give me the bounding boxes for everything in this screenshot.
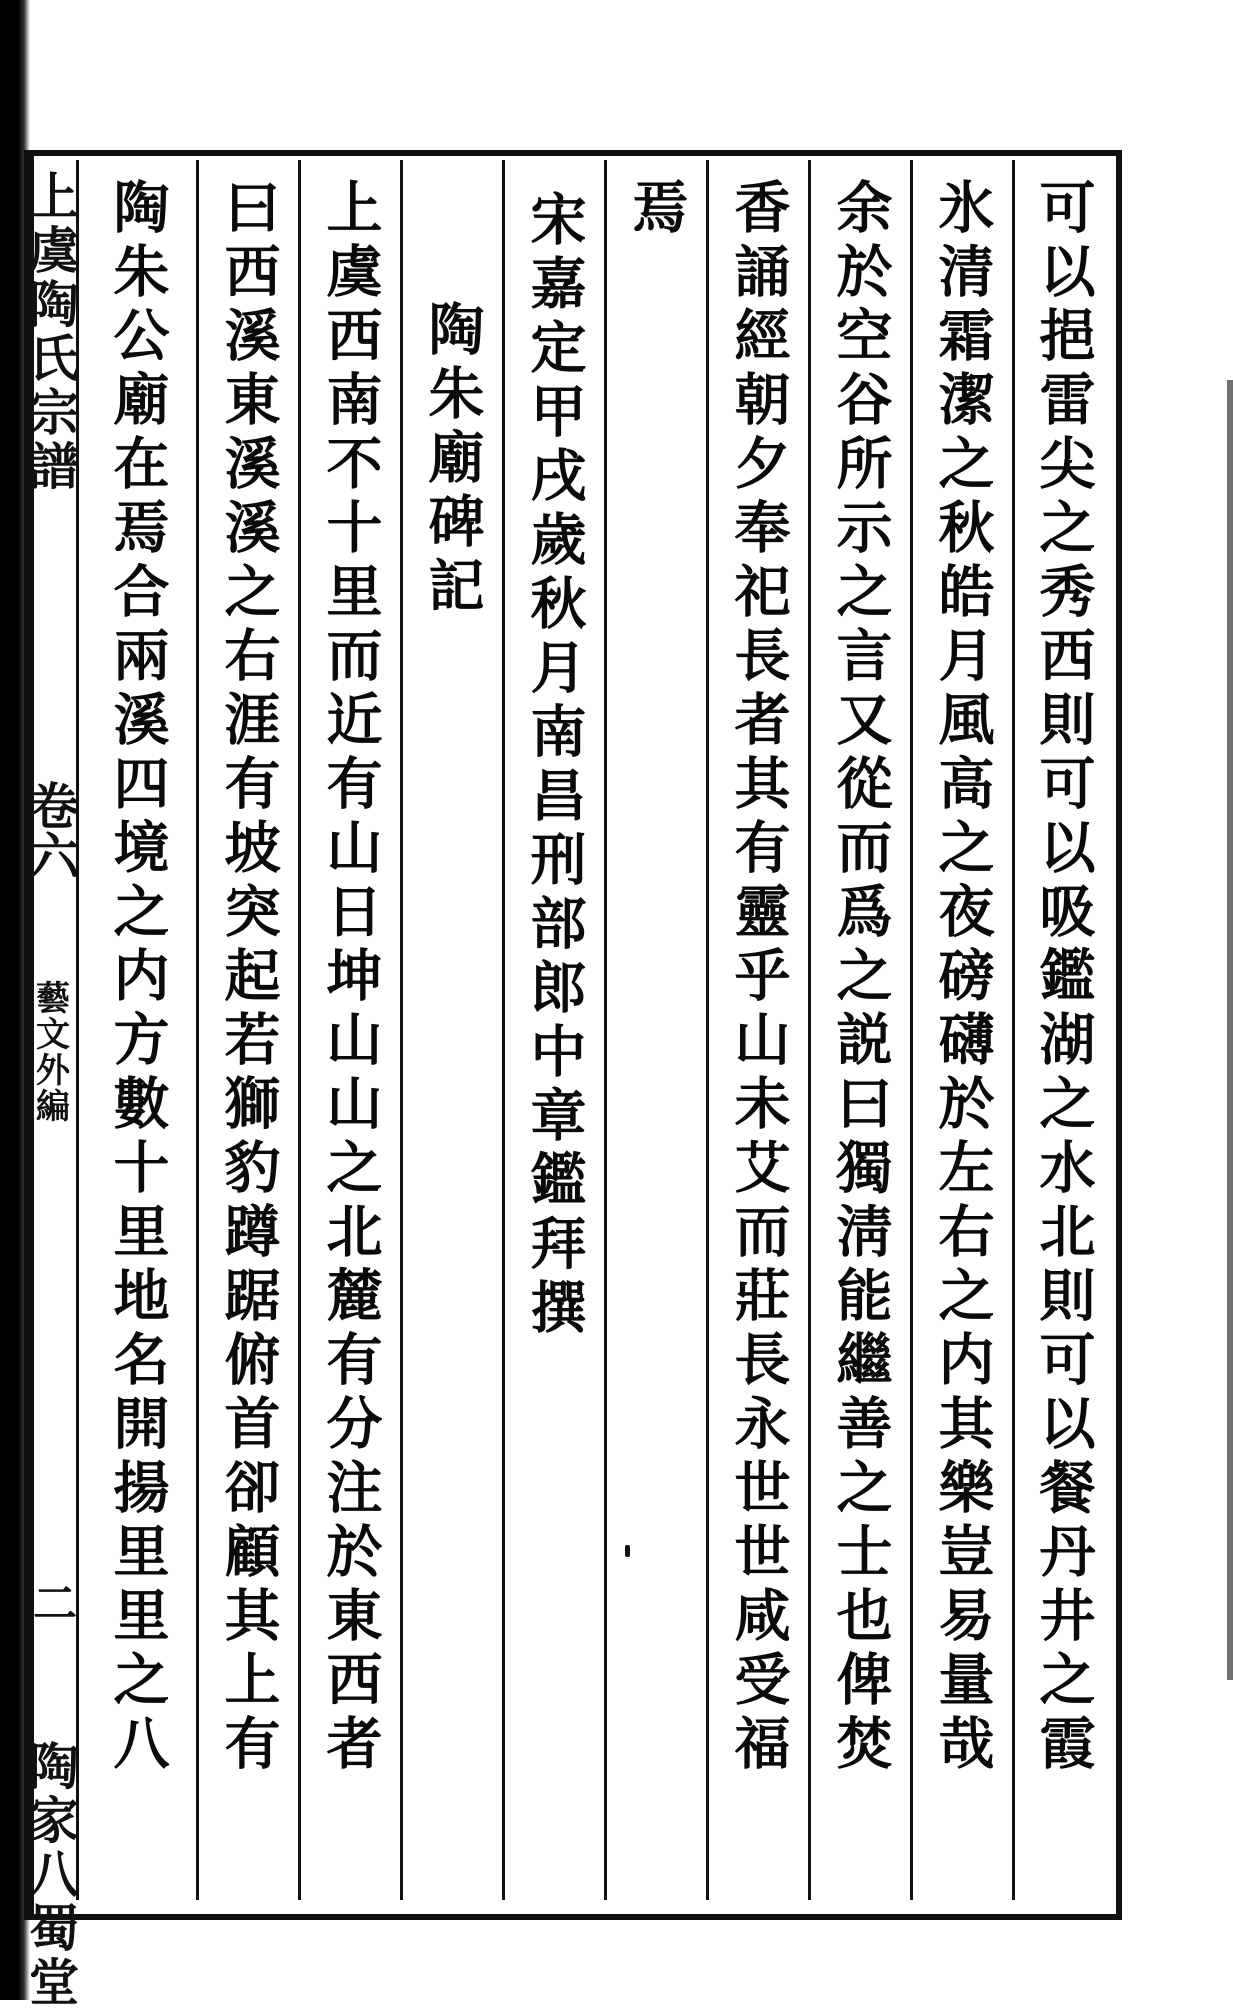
column-text: 氷清霜潔之秋皓月風高之夜磅礴於左右之内其樂豈易量哉 bbox=[929, 178, 996, 1778]
text-column-4 bbox=[706, 160, 808, 1900]
text-column-1 bbox=[1012, 160, 1112, 1900]
section-title: 陶朱廟碑記 bbox=[419, 300, 486, 620]
column-text: 余於空谷所示之言又從而爲之説曰獨淸能繼善之士也俾焚 bbox=[827, 178, 894, 1778]
text-column-10 bbox=[76, 160, 196, 1900]
text-column-3 bbox=[808, 160, 910, 1900]
text-column-2 bbox=[910, 160, 1012, 1900]
text-column-5 bbox=[604, 160, 706, 1900]
column-text: 陶朱公廟在焉合兩溪四境之内方數十里地名開揚里里之八 bbox=[104, 178, 171, 1778]
author-line: 宋嘉定甲戌歲秋月南昌刑部郎中章鑑拜撰 bbox=[521, 190, 588, 1342]
column-text: 焉 bbox=[623, 178, 690, 242]
hall-name: 陶家八蜀堂 bbox=[21, 1740, 80, 2010]
ink-speck bbox=[625, 1545, 630, 1557]
text-column-8 bbox=[298, 160, 400, 1900]
column-text: 曰西溪東溪溪之右涯有坡突起若獅豹蹲踞俯首卻顧其上有 bbox=[215, 178, 282, 1778]
title-column bbox=[400, 160, 502, 1900]
author-column bbox=[502, 160, 604, 1900]
page-right-edge bbox=[1227, 380, 1233, 1680]
volume-label: 卷六 bbox=[21, 780, 80, 880]
column-text: 可以挹雷尖之秀西則可以吸鑑湖之水北則可以餐丹井之霞 bbox=[1030, 178, 1097, 1778]
margin-strip bbox=[21, 160, 80, 2010]
column-text: 上虞西南不十里而近有山日坤山山之北麓有分注於東西者 bbox=[317, 178, 384, 1778]
text-column-9 bbox=[196, 160, 298, 1900]
section-label: 藝文外編 bbox=[29, 980, 70, 1124]
column-text: 香誦經朝夕奉祀長者其有靈乎山未艾而莊長永世世咸受福 bbox=[725, 178, 792, 1778]
genealogy-title: 上虞陶氏宗譜 bbox=[21, 170, 80, 494]
page-number: 二 bbox=[25, 1580, 76, 1624]
